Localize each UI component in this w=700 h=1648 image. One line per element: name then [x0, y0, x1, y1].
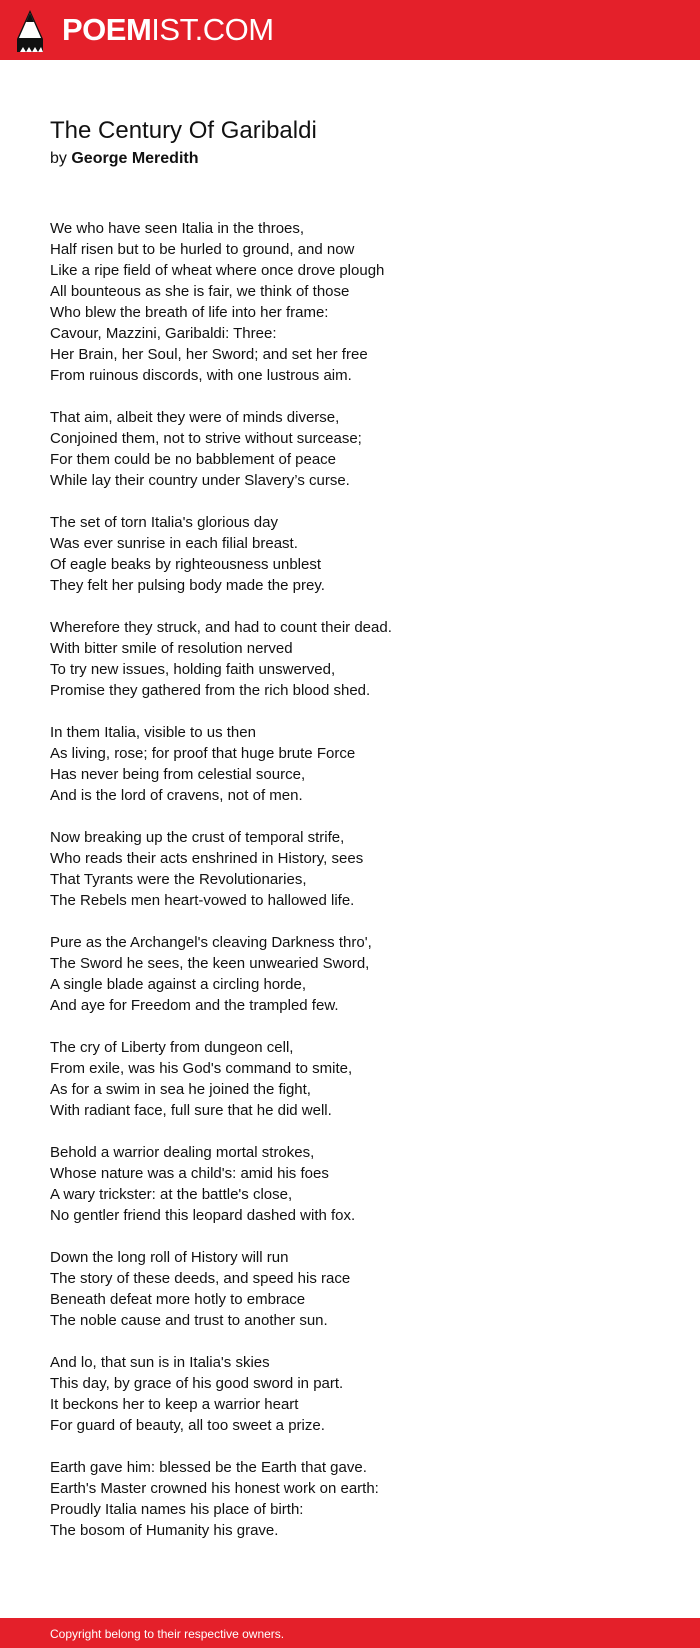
copyright-text: Copyright belong to their respective owners.	[50, 1627, 285, 1641]
poem-line: All bounteous as she is fair, we think of those	[50, 283, 350, 300]
poem-line: A wary trickster: at the battle's close,	[50, 1186, 293, 1203]
poem-body	[50, 218, 650, 1562]
poem-line: A single blade against a circling horde,	[50, 976, 306, 993]
poem-line: The noble cause and trust to another sun.	[50, 1312, 328, 1329]
poem-line: This day, by grace of his good sword in part.	[50, 1375, 344, 1392]
poem-line: Down the long roll of History will run	[50, 1249, 289, 1266]
site-logo-link[interactable]	[62, 12, 274, 48]
poem-line: Conjoined them, not to strive without surcease;	[50, 430, 362, 447]
poem-stanza	[50, 1457, 650, 1541]
poem-line: Half risen but to be hurled to ground, and now	[50, 241, 355, 258]
poem-stanza	[50, 407, 650, 491]
poem-line: From ruinous discords, with one lustrous aim.	[50, 367, 352, 384]
poem-line: That Tyrants were the Revolutionaries,	[50, 871, 307, 888]
poem-line: As living, rose; for proof that huge brute Force	[50, 745, 356, 762]
poem-line: The cry of Liberty from dungeon cell,	[50, 1039, 294, 1056]
poem-line: Cavour, Mazzini, Garibaldi: Three:	[50, 325, 277, 342]
poem-line: The Sword he sees, the keen unwearied Sword,	[50, 955, 370, 972]
poem-line: Proudly Italia names his place of birth:	[50, 1501, 304, 1518]
poem-line: And lo, that sun is in Italia's skies	[50, 1354, 270, 1371]
poem-title: The Century Of Garibaldi	[50, 117, 317, 144]
poem-line: While lay their country under Slavery’s curse.	[50, 472, 350, 489]
poem-line: Who blew the breath of life into her frame:	[50, 304, 329, 321]
poem-stanza	[50, 512, 650, 596]
poem-line: In them Italia, visible to us then	[50, 724, 256, 741]
poem-line: No gentler friend this leopard dashed with fox.	[50, 1207, 356, 1224]
poem-line: They felt her pulsing body made the prey.	[50, 577, 325, 594]
poem-line: The story of these deeds, and speed his race	[50, 1270, 351, 1287]
site-header	[0, 0, 700, 60]
poem-line: For them could be no babblement of peace	[50, 451, 337, 468]
poem-stanza	[50, 722, 650, 806]
poem-line: Was ever sunrise in each filial breast.	[50, 535, 298, 552]
poem-line: Of eagle beaks by righteousness unblest	[50, 556, 322, 573]
poem-line: Whose nature was a child's: amid his foes	[50, 1165, 329, 1182]
poem-line: We who have seen Italia in the throes,	[50, 220, 305, 237]
poem-line: Her Brain, her Soul, her Sword; and set her free	[50, 346, 368, 363]
poem-line: And aye for Freedom and the trampled few.	[50, 997, 339, 1014]
poem-line: It beckons her to keep a warrior heart	[50, 1396, 299, 1413]
poem-line: Like a ripe field of wheat where once drove plough	[50, 262, 385, 279]
poem-line: Has never being from celestial source,	[50, 766, 306, 783]
poem-line: And is the lord of cravens, not of men.	[50, 787, 303, 804]
poem-stanza	[50, 1037, 650, 1121]
poem-line: That aim, albeit they were of minds diverse,	[50, 409, 340, 426]
poem-line: The set of torn Italia's glorious day	[50, 514, 278, 531]
poem-stanza	[50, 932, 650, 1016]
poem-line: With radiant face, full sure that he did well.	[50, 1102, 332, 1119]
pencil-icon[interactable]	[17, 10, 43, 52]
poem-line: Behold a warrior dealing mortal strokes,	[50, 1144, 315, 1161]
poem-stanza	[50, 1142, 650, 1226]
logo-bold-text: POEM	[62, 12, 152, 47]
poem-line: From exile, was his God's command to smite,	[50, 1060, 353, 1077]
poem-stanza	[50, 1247, 650, 1331]
poem-line: With bitter smile of resolution nerved	[50, 640, 293, 657]
poem-line: As for a swim in sea he joined the fight,	[50, 1081, 311, 1098]
poem-line: Beneath defeat more hotly to embrace	[50, 1291, 306, 1308]
poem-stanza	[50, 1352, 650, 1436]
poem-line: Now breaking up the crust of temporal strife,	[50, 829, 345, 846]
poem-author[interactable]: George Meredith	[71, 150, 199, 167]
poem-line: The bosom of Humanity his grave.	[50, 1522, 279, 1539]
logo-light-text: IST.COM	[151, 12, 274, 47]
poem-line: Wherefore they struck, and had to count their dead.	[50, 619, 392, 636]
poem-line: Who reads their acts enshrined in History, sees	[50, 850, 364, 867]
poem-line: Earth's Master crowned his honest work on earth:	[50, 1480, 379, 1497]
poem-line: Pure as the Archangel's cleaving Darkness thro',	[50, 934, 372, 951]
poem-stanza	[50, 218, 650, 386]
poem-line: The Rebels men heart-vowed to hallowed life.	[50, 892, 355, 909]
by-label: by	[50, 150, 67, 167]
poem-line: Earth gave him: blessed be the Earth that gave.	[50, 1459, 367, 1476]
poem-line: For guard of beauty, all too sweet a prize.	[50, 1417, 325, 1434]
poem-line: Promise they gathered from the rich blood shed.	[50, 682, 371, 699]
poem-byline	[50, 148, 199, 170]
site-footer	[0, 1618, 700, 1648]
poem-stanza	[50, 827, 650, 911]
poem-stanza	[50, 617, 650, 701]
poem-line: To try new issues, holding faith unswerved,	[50, 661, 336, 678]
